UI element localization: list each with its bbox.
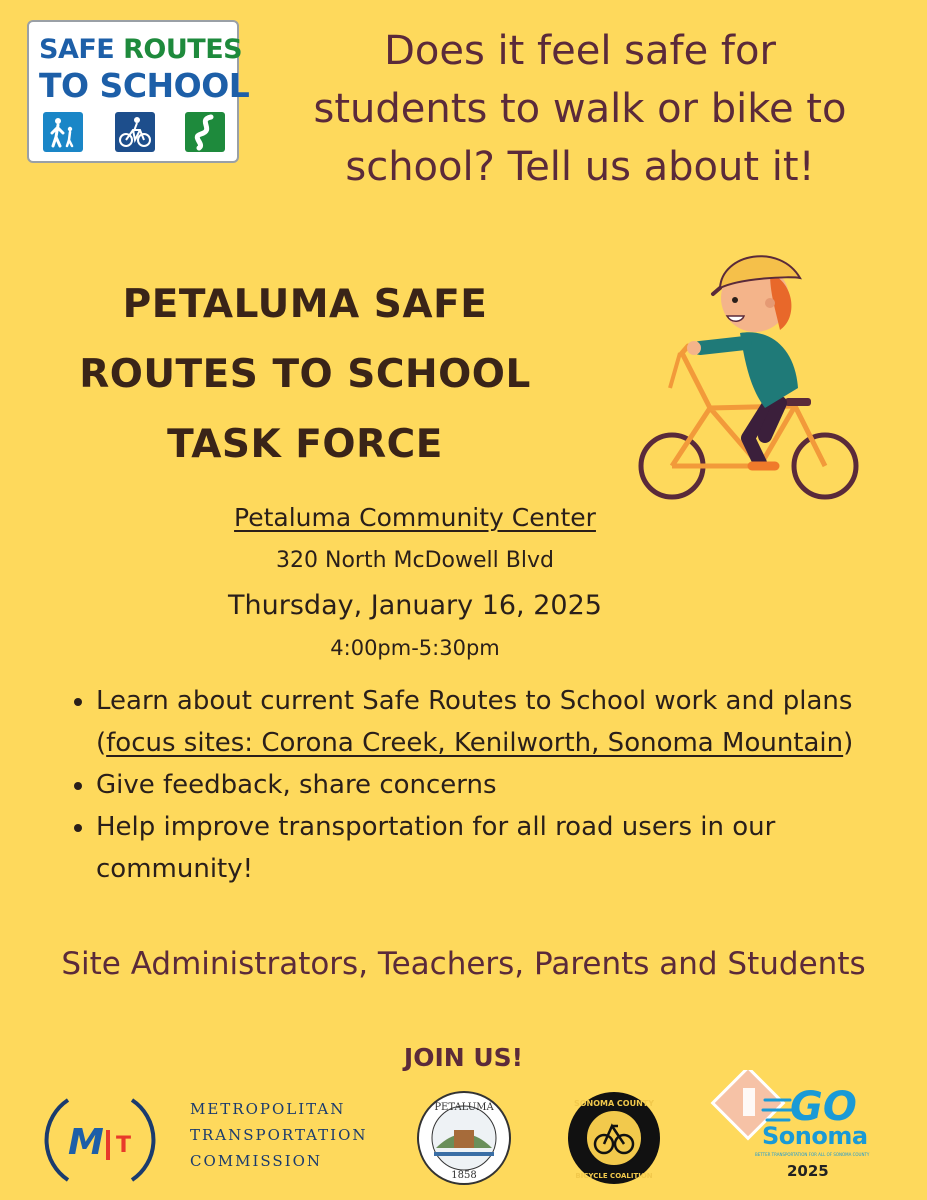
venue-address: 320 North McDowell Blvd — [276, 548, 554, 573]
petaluma-seal — [416, 1090, 512, 1186]
headline: Does it feel safe for students to walk or bike to school? Tell us about it! — [313, 28, 847, 190]
venue-name: Petaluma Community Center — [234, 503, 596, 532]
gosonoma-tagline: BETTER TRANSPORTATION FOR ALL OF SONOMA COUNTY — [755, 1152, 870, 1157]
svg-text:T: T — [116, 1133, 132, 1158]
event-time: 4:00pm-5:30pm — [330, 636, 500, 660]
child-cyclist-illustration — [620, 238, 880, 508]
safe-routes-logo — [27, 20, 250, 163]
logo-to-school: TO SCHOOL — [39, 66, 250, 105]
bicycle-coalition-logo — [566, 1090, 662, 1186]
agenda-list — [62, 680, 926, 890]
focus-sites-link[interactable]: focus sites: Corona Creek, Kenilworth, Sonoma Mountain — [106, 728, 844, 758]
route-icon — [185, 112, 225, 152]
list-item: • Help improve transportation for all road users in our community! — [96, 806, 926, 890]
join-us-text: JOIN US! — [403, 1043, 524, 1072]
audience-text: Site Administrators, Teachers, Parents and Students — [61, 946, 866, 982]
svg-text:BICYCLE COALITION: BICYCLE COALITION — [575, 1172, 653, 1180]
mtc-name: METROPOLITAN TRANSPORTATION COMMISSION — [190, 1100, 368, 1170]
list-item: • Give feedback, share concerns — [96, 764, 926, 806]
page-title: PETALUMA SAFE ROUTES TO SCHOOL TASK FORCE — [79, 282, 531, 467]
svg-text:1858: 1858 — [451, 1170, 477, 1181]
mtc-logo-icon — [40, 1090, 160, 1190]
event-date: Thursday, January 16, 2025 — [228, 590, 602, 621]
gosonoma-logo — [705, 1070, 885, 1190]
svg-text:PETALUMA: PETALUMA — [434, 1102, 494, 1113]
gosonoma-word: Sonoma — [762, 1122, 868, 1150]
logo-safe: SAFE — [39, 34, 124, 65]
gosonoma-go: GO — [790, 1084, 857, 1130]
svg-text:M: M — [68, 1122, 104, 1163]
svg-text:SONOMA COUNTY: SONOMA COUNTY — [573, 1099, 655, 1108]
walking-icon — [43, 112, 83, 152]
gosonoma-year: 2025 — [787, 1162, 829, 1180]
biking-icon — [115, 112, 155, 152]
list-item: • Learn about current Safe Routes to School work and plans (focus sites: Corona Creek, Kenilworth, Sonoma Mountain) — [96, 680, 926, 764]
logo-routes: ROUTES — [123, 34, 243, 65]
